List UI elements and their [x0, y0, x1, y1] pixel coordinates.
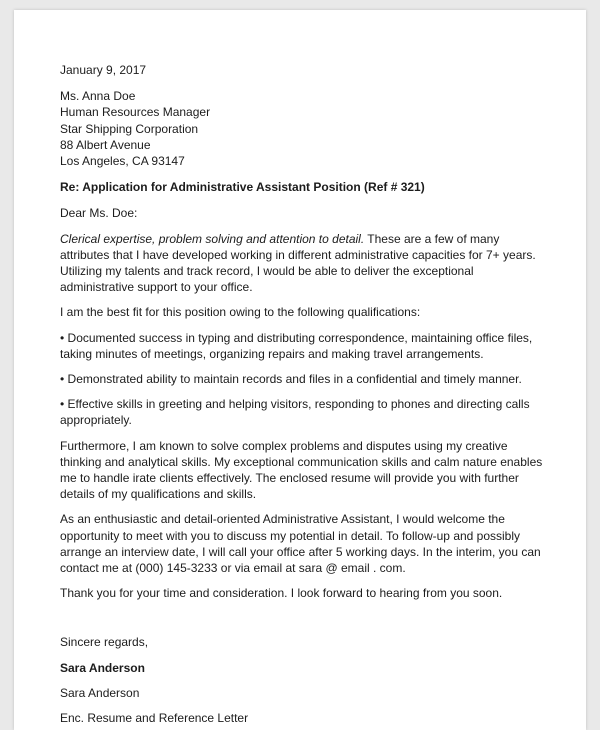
- intro-rest: These are a few of many attributes that I have developed working in different administrative capacities for 7+ years. Utilizing my talents and track record, I would be able to deliver the exceptional administrative support to your office.: [60, 231, 536, 295]
- recipient-company: Star Shipping Corporation: [60, 121, 199, 136]
- signature-bold: Sara Anderson: [60, 660, 145, 675]
- salutation: Dear Ms. Doe:: [60, 206, 138, 221]
- enthusiastic-paragraph: As an enthusiastic and detail-oriented Administrative Assistant, I would welcome the opportunity to meet with you to discuss my potential in detail. To follow-up and possibly arrange an interview date, I will call your office after 5 working days. In the interim, you can contact me at (000) 145-3233 or via email at sara @ email . com.: [60, 512, 541, 576]
- recipient-city: Los Angeles, CA 93147: [60, 154, 185, 169]
- signature-name: Sara Anderson: [60, 685, 140, 700]
- intro-italic: Clerical expertise, problem solving and attention to detail.: [60, 231, 365, 246]
- closing: Sincere regards,: [60, 635, 149, 650]
- cover-letter: [60, 62, 546, 726]
- letter-date: January 9, 2017: [60, 63, 147, 77]
- enclosure-line: Enc. Resume and Reference Letter: [60, 711, 249, 726]
- thanks-paragraph: Thank you for your time and consideration. I look forward to hearing from you soon.: [60, 586, 503, 601]
- recipient-name: Ms. Anna Doe: [60, 89, 136, 104]
- recipient-title: Human Resources Manager: [60, 105, 211, 120]
- recipient-address: [60, 88, 546, 169]
- recipient-street: 88 Albert Avenue: [60, 137, 151, 152]
- document-page: [14, 10, 586, 730]
- qualifications-lead: I am the best fit for this position owing to the following qualifications:: [60, 305, 421, 320]
- subject-line: Re: Application for Administrative Assistant Position (Ref # 321): [60, 180, 425, 195]
- qualification-bullet: • Demonstrated ability to maintain records and files in a confidential and timely manner.: [60, 372, 522, 387]
- qualification-bullet: • Effective skills in greeting and helping visitors, responding to phones and directing calls appropriately.: [60, 397, 530, 428]
- intro-paragraph: [60, 231, 546, 296]
- qualification-bullet: • Documented success in typing and distributing correspondence, maintaining office files, taking minutes of meetings, organizing repairs and making travel arrangements.: [60, 330, 533, 361]
- furthermore-paragraph: Furthermore, I am known to solve complex problems and disputes using my creative thinking and analytical skills. My exceptional communication skills and calm nature enables me to handle irate clients effectively. The enclosed resume will provide you with further details of my qualifications and skills.: [60, 438, 543, 502]
